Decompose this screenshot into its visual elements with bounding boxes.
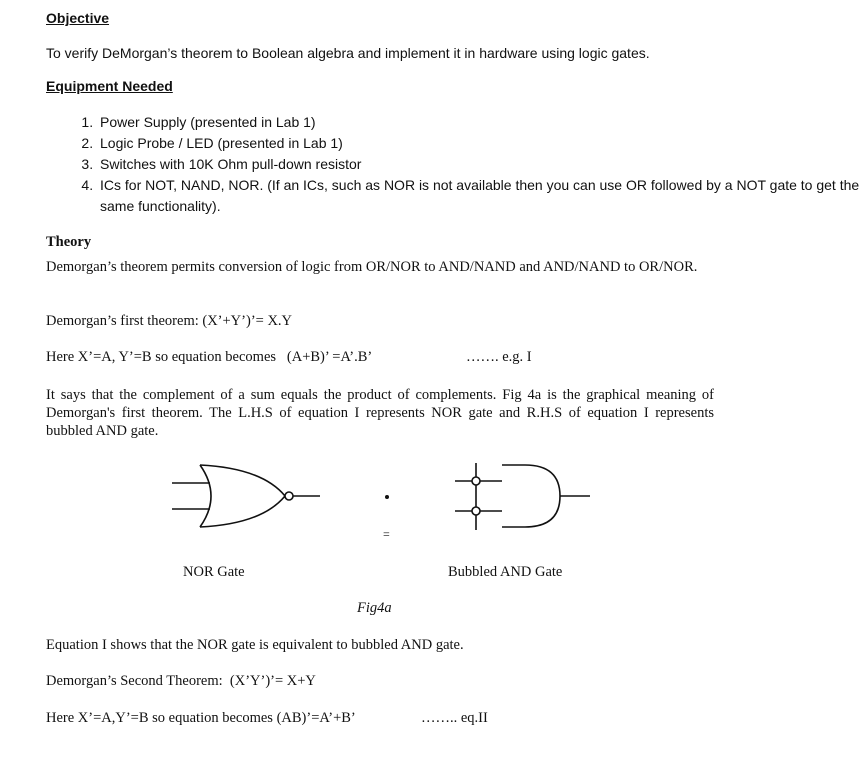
objective-heading: Objective <box>46 10 110 26</box>
second-theorem: Demorgan’s Second Theorem: (X’Y’)’= X+Y <box>46 673 316 689</box>
equipment-item: 4. ICs for NOT, NAND, NOR. (If an ICs, such as NOR is not available then you can use OR followed by a NOT gate to get the same functionality). <box>97 175 865 217</box>
objective-text: To verify DeMorgan’s theorem to Boolean algebra and implement it in hardware using logic gates. <box>46 45 650 61</box>
first-equation-tag: ……. e.g. I <box>466 349 532 365</box>
bubbled-and-gate-symbol <box>455 463 590 530</box>
first-theorem: Demorgan’s first theorem: (X’+Y’)’= X.Y <box>46 313 293 329</box>
equipment-item: 3. Switches with 10K Ohm pull-down resistor <box>97 154 865 175</box>
equals-sign: = <box>383 527 390 541</box>
nor-gate-symbol <box>172 465 320 527</box>
bubbled-and-gate-label: Bubbled AND Gate <box>448 564 563 580</box>
conclusion-text: Equation I shows that the NOR gate is equivalent to bubbled AND gate. <box>46 637 464 653</box>
equipment-item: 2. Logic Probe / LED (presented in Lab 1) <box>97 133 865 154</box>
nor-gate-label: NOR Gate <box>183 564 245 580</box>
theory-heading: Theory <box>46 234 92 250</box>
equipment-item: 1. Power Supply (presented in Lab 1) <box>97 112 865 133</box>
figure-caption: Fig4a <box>357 600 392 616</box>
equipment-heading: Equipment Needed <box>46 78 173 94</box>
separator-dot <box>385 495 389 499</box>
second-equation: Here X’=A,Y’=B so equation becomes (AB)’=A’+B’ <box>46 710 356 726</box>
second-equation-tag: …….. eq.II <box>421 710 488 726</box>
theorem-explanation: It says that the complement of a sum equals the product of complements. Fig 4a is the graphical meaning of Demorgan's first theorem. The L.H.S of equation I represents NOR gate and R.H.S of equation I represents bubbled AND gate. <box>46 387 714 439</box>
theory-intro: Demorgan’s theorem permits conversion of logic from OR/NOR to AND/NAND and AND/NAND to OR/NOR. <box>46 259 698 275</box>
first-equation: Here X’=A, Y’=B so equation becomes (A+B)’ =A’.B’ <box>46 349 373 365</box>
